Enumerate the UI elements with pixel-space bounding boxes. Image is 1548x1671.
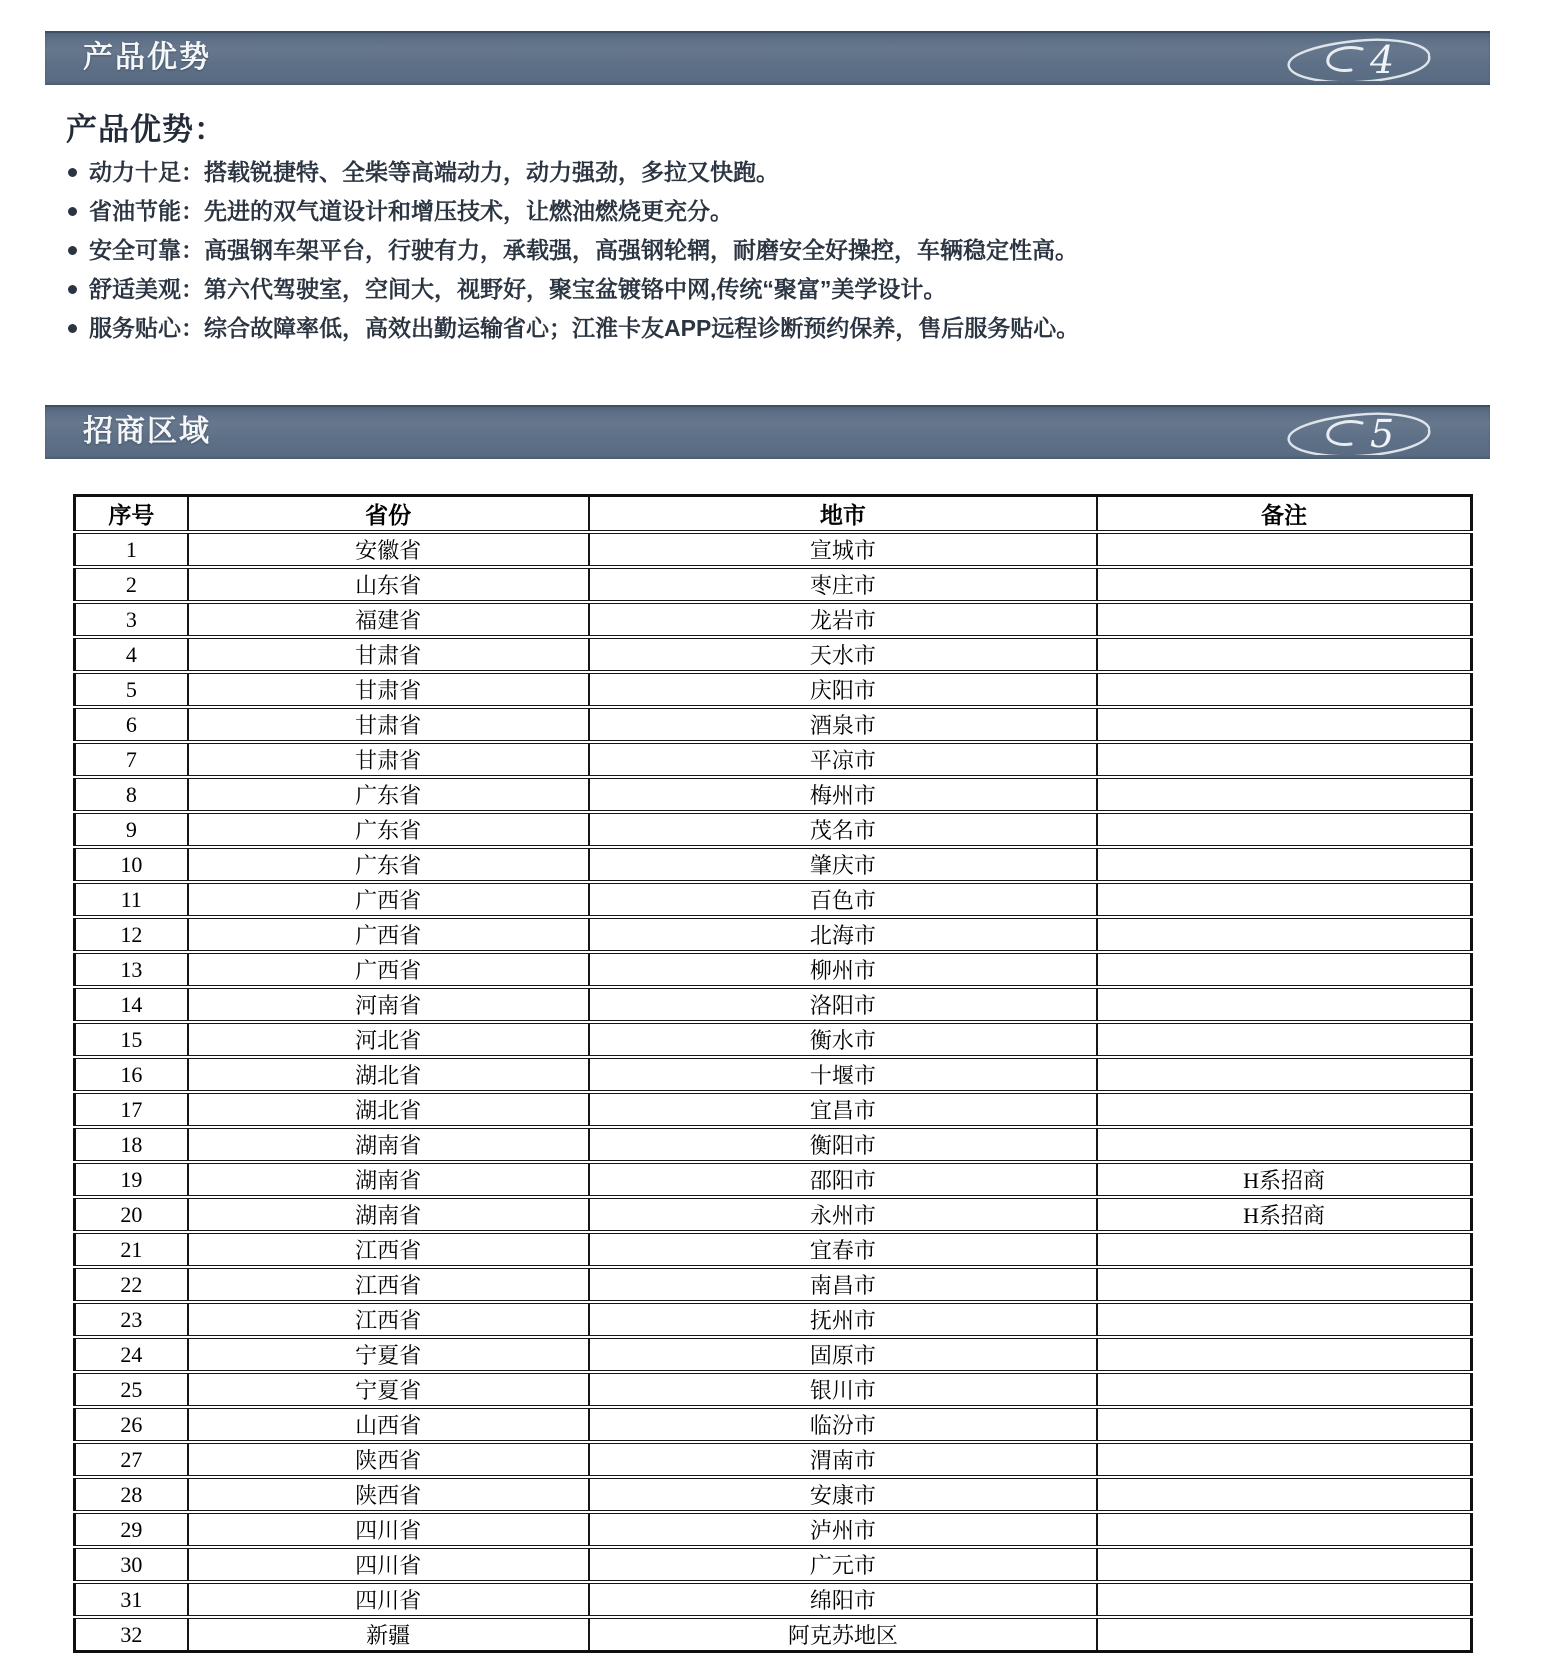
remark-cell	[1097, 777, 1471, 812]
remark-cell	[1097, 1477, 1471, 1512]
remark-cell	[1097, 1022, 1471, 1057]
table-header-row	[75, 496, 1472, 533]
province-cell: 广西省	[188, 882, 589, 917]
row-number-cell: 30	[75, 1547, 188, 1582]
remark-cell	[1097, 1127, 1471, 1162]
province-cell: 甘肃省	[188, 707, 589, 742]
table-row	[75, 1582, 1472, 1617]
province-cell: 湖北省	[188, 1092, 589, 1127]
badge-number: 5	[1370, 412, 1395, 455]
row-number-cell: 6	[75, 707, 188, 742]
row-number-cell: 26	[75, 1407, 188, 1442]
row-number-cell: 23	[75, 1302, 188, 1337]
advantage-text: 动力十足：搭载锐捷特、全柴等高端动力，动力强劲，多拉又快跑。	[89, 159, 779, 185]
province-cell: 江西省	[188, 1302, 589, 1337]
table-row	[75, 1337, 1472, 1372]
advantage-text: 安全可靠：高强钢车架平台，行驶有力，承载强，高强钢轮辋，耐磨安全好操控，车辆稳定性高。	[89, 237, 1078, 263]
city-cell: 平凉市	[589, 742, 1098, 777]
section-header-product-advantages	[45, 31, 1490, 85]
row-number-cell: 4	[75, 637, 188, 672]
province-cell: 湖南省	[188, 1197, 589, 1232]
city-cell: 邵阳市	[589, 1162, 1098, 1197]
row-number-cell: 28	[75, 1477, 188, 1512]
remark-cell	[1097, 1582, 1471, 1617]
remark-cell	[1097, 952, 1471, 987]
remark-cell	[1097, 637, 1471, 672]
section-title: 招商区域	[83, 415, 211, 448]
city-cell: 洛阳市	[589, 987, 1098, 1022]
row-number-cell: 15	[75, 1022, 188, 1057]
table-row	[75, 1162, 1472, 1197]
city-cell: 龙岩市	[589, 602, 1098, 637]
badge-swoosh-icon	[1328, 48, 1362, 71]
province-cell: 宁夏省	[188, 1372, 589, 1407]
row-number-cell: 24	[75, 1337, 188, 1372]
row-number-cell: 32	[75, 1617, 188, 1652]
city-cell: 梅州市	[589, 777, 1098, 812]
section-header-investment-regions	[45, 405, 1490, 459]
remark-cell	[1097, 567, 1471, 602]
remark-cell	[1097, 532, 1471, 567]
province-cell: 江西省	[188, 1267, 589, 1302]
bullet-dot-icon	[68, 246, 77, 255]
page-number-badge	[1278, 37, 1438, 81]
province-cell: 四川省	[188, 1512, 589, 1547]
table-row	[75, 812, 1472, 847]
section-title: 产品优势	[83, 41, 211, 74]
province-cell: 新疆	[188, 1617, 589, 1652]
remark-cell	[1097, 602, 1471, 637]
province-cell: 广西省	[188, 952, 589, 987]
bullet-dot-icon	[68, 285, 77, 294]
province-cell: 广西省	[188, 917, 589, 952]
city-cell: 抚州市	[589, 1302, 1098, 1337]
remark-cell	[1097, 917, 1471, 952]
row-number-cell: 3	[75, 602, 188, 637]
bullet-dot-icon	[68, 207, 77, 216]
city-cell: 衡阳市	[589, 1127, 1098, 1162]
city-cell: 十堰市	[589, 1057, 1098, 1092]
table-row	[75, 1617, 1472, 1652]
city-cell: 酒泉市	[589, 707, 1098, 742]
city-cell: 固原市	[589, 1337, 1098, 1372]
row-number-cell: 2	[75, 567, 188, 602]
city-cell: 百色市	[589, 882, 1098, 917]
city-cell: 北海市	[589, 917, 1098, 952]
province-cell: 安徽省	[188, 532, 589, 567]
city-cell: 阿克苏地区	[589, 1617, 1098, 1652]
province-cell: 广东省	[188, 812, 589, 847]
province-cell: 江西省	[188, 1232, 589, 1267]
advantage-item	[66, 238, 1486, 263]
city-cell: 临汾市	[589, 1407, 1098, 1442]
row-number-cell: 1	[75, 532, 188, 567]
province-cell: 湖北省	[188, 1057, 589, 1092]
province-cell: 广东省	[188, 847, 589, 882]
table-row	[75, 987, 1472, 1022]
remark-cell	[1097, 707, 1471, 742]
row-number-cell: 29	[75, 1512, 188, 1547]
remark-cell	[1097, 742, 1471, 777]
remark-cell	[1097, 1092, 1471, 1127]
table-row	[75, 567, 1472, 602]
table-row	[75, 1512, 1472, 1547]
remark-cell	[1097, 1302, 1471, 1337]
province-cell: 甘肃省	[188, 637, 589, 672]
remark-cell	[1097, 1547, 1471, 1582]
bullet-dot-icon	[68, 168, 77, 177]
row-number-cell: 18	[75, 1127, 188, 1162]
city-cell: 永州市	[589, 1197, 1098, 1232]
row-number-cell: 14	[75, 987, 188, 1022]
province-cell: 四川省	[188, 1547, 589, 1582]
page-number-badge	[1278, 411, 1438, 455]
table-row	[75, 952, 1472, 987]
row-number-cell: 17	[75, 1092, 188, 1127]
table-row	[75, 1232, 1472, 1267]
city-cell: 广元市	[589, 1547, 1098, 1582]
advantage-item	[66, 199, 1486, 224]
remark-cell	[1097, 1232, 1471, 1267]
remark-cell: H系招商	[1097, 1162, 1471, 1197]
table-row	[75, 1407, 1472, 1442]
city-cell: 安康市	[589, 1477, 1098, 1512]
table-row	[75, 882, 1472, 917]
city-cell: 衡水市	[589, 1022, 1098, 1057]
city-cell: 宣城市	[589, 532, 1098, 567]
table-row	[75, 602, 1472, 637]
remark-cell	[1097, 1512, 1471, 1547]
table-row	[75, 777, 1472, 812]
remark-cell	[1097, 1057, 1471, 1092]
row-number-cell: 25	[75, 1372, 188, 1407]
row-number-cell: 12	[75, 917, 188, 952]
row-number-cell: 7	[75, 742, 188, 777]
row-number-cell: 13	[75, 952, 188, 987]
advantage-item	[66, 316, 1486, 341]
table-row	[75, 1372, 1472, 1407]
table-row	[75, 1092, 1472, 1127]
column-header-city: 地市	[589, 496, 1098, 533]
row-number-cell: 8	[75, 777, 188, 812]
province-cell: 山东省	[188, 567, 589, 602]
city-cell: 南昌市	[589, 1267, 1098, 1302]
row-number-cell: 10	[75, 847, 188, 882]
row-number-cell: 19	[75, 1162, 188, 1197]
bullet-dot-icon	[68, 324, 77, 333]
table-row	[75, 1547, 1472, 1582]
row-number-cell: 11	[75, 882, 188, 917]
region-table	[73, 494, 1473, 1653]
column-header-province: 省份	[188, 496, 589, 533]
table-row	[75, 917, 1472, 952]
table-row	[75, 1197, 1472, 1232]
badge-number: 4	[1370, 38, 1395, 81]
remark-cell	[1097, 1267, 1471, 1302]
province-cell: 福建省	[188, 602, 589, 637]
province-cell: 湖南省	[188, 1162, 589, 1197]
city-cell: 天水市	[589, 637, 1098, 672]
table-row	[75, 1022, 1472, 1057]
table-row	[75, 1477, 1472, 1512]
city-cell: 肇庆市	[589, 847, 1098, 882]
province-cell: 陕西省	[188, 1442, 589, 1477]
advantage-item	[66, 160, 1486, 185]
city-cell: 银川市	[589, 1372, 1098, 1407]
row-number-cell: 31	[75, 1582, 188, 1617]
city-cell: 宜春市	[589, 1232, 1098, 1267]
advantage-item	[66, 277, 1486, 302]
advantage-text: 服务贴心：综合故障率低，高效出勤运输省心；江淮卡友APP远程诊断预约保养，售后服务贴心。	[89, 315, 1080, 341]
remark-cell	[1097, 847, 1471, 882]
province-cell: 河南省	[188, 987, 589, 1022]
table-row	[75, 707, 1472, 742]
advantages-heading: 产品优势：	[66, 112, 226, 147]
row-number-cell: 21	[75, 1232, 188, 1267]
remark-cell: H系招商	[1097, 1197, 1471, 1232]
advantages-list	[66, 160, 1486, 355]
row-number-cell: 20	[75, 1197, 188, 1232]
row-number-cell: 22	[75, 1267, 188, 1302]
badge-swoosh-icon	[1328, 422, 1362, 445]
column-header-remark: 备注	[1097, 496, 1471, 533]
table-row	[75, 1127, 1472, 1162]
badge-ellipse-icon	[1289, 414, 1430, 455]
remark-cell	[1097, 812, 1471, 847]
row-number-cell: 16	[75, 1057, 188, 1092]
province-cell: 甘肃省	[188, 742, 589, 777]
remark-cell	[1097, 1442, 1471, 1477]
city-cell: 绵阳市	[589, 1582, 1098, 1617]
table-row	[75, 847, 1472, 882]
city-cell: 宜昌市	[589, 1092, 1098, 1127]
remark-cell	[1097, 1407, 1471, 1442]
province-cell: 四川省	[188, 1582, 589, 1617]
advantage-text: 省油节能：先进的双气道设计和增压技术，让燃油燃烧更充分。	[89, 198, 733, 224]
remark-cell	[1097, 1372, 1471, 1407]
city-cell: 柳州市	[589, 952, 1098, 987]
province-cell: 广东省	[188, 777, 589, 812]
province-cell: 河北省	[188, 1022, 589, 1057]
city-cell: 茂名市	[589, 812, 1098, 847]
province-cell: 陕西省	[188, 1477, 589, 1512]
table-row	[75, 1057, 1472, 1092]
table-row	[75, 1267, 1472, 1302]
remark-cell	[1097, 1337, 1471, 1372]
row-number-cell: 27	[75, 1442, 188, 1477]
badge-ellipse-icon	[1289, 40, 1430, 81]
remark-cell	[1097, 672, 1471, 707]
row-number-cell: 9	[75, 812, 188, 847]
column-header-number: 序号	[75, 496, 188, 533]
region-table-body	[75, 532, 1472, 1652]
row-number-cell: 5	[75, 672, 188, 707]
province-cell: 甘肃省	[188, 672, 589, 707]
city-cell: 枣庄市	[589, 567, 1098, 602]
province-cell: 湖南省	[188, 1127, 589, 1162]
city-cell: 泸州市	[589, 1512, 1098, 1547]
table-row	[75, 672, 1472, 707]
table-row	[75, 1442, 1472, 1477]
remark-cell	[1097, 1617, 1471, 1652]
table-row	[75, 532, 1472, 567]
remark-cell	[1097, 882, 1471, 917]
province-cell: 宁夏省	[188, 1337, 589, 1372]
advantage-text: 舒适美观：第六代驾驶室，空间大，视野好，聚宝盆镀铬中网,传统“聚富”美学设计。	[89, 276, 947, 302]
remark-cell	[1097, 987, 1471, 1022]
city-cell: 庆阳市	[589, 672, 1098, 707]
province-cell: 山西省	[188, 1407, 589, 1442]
city-cell: 渭南市	[589, 1442, 1098, 1477]
table-row	[75, 637, 1472, 672]
table-row	[75, 1302, 1472, 1337]
table-row	[75, 742, 1472, 777]
